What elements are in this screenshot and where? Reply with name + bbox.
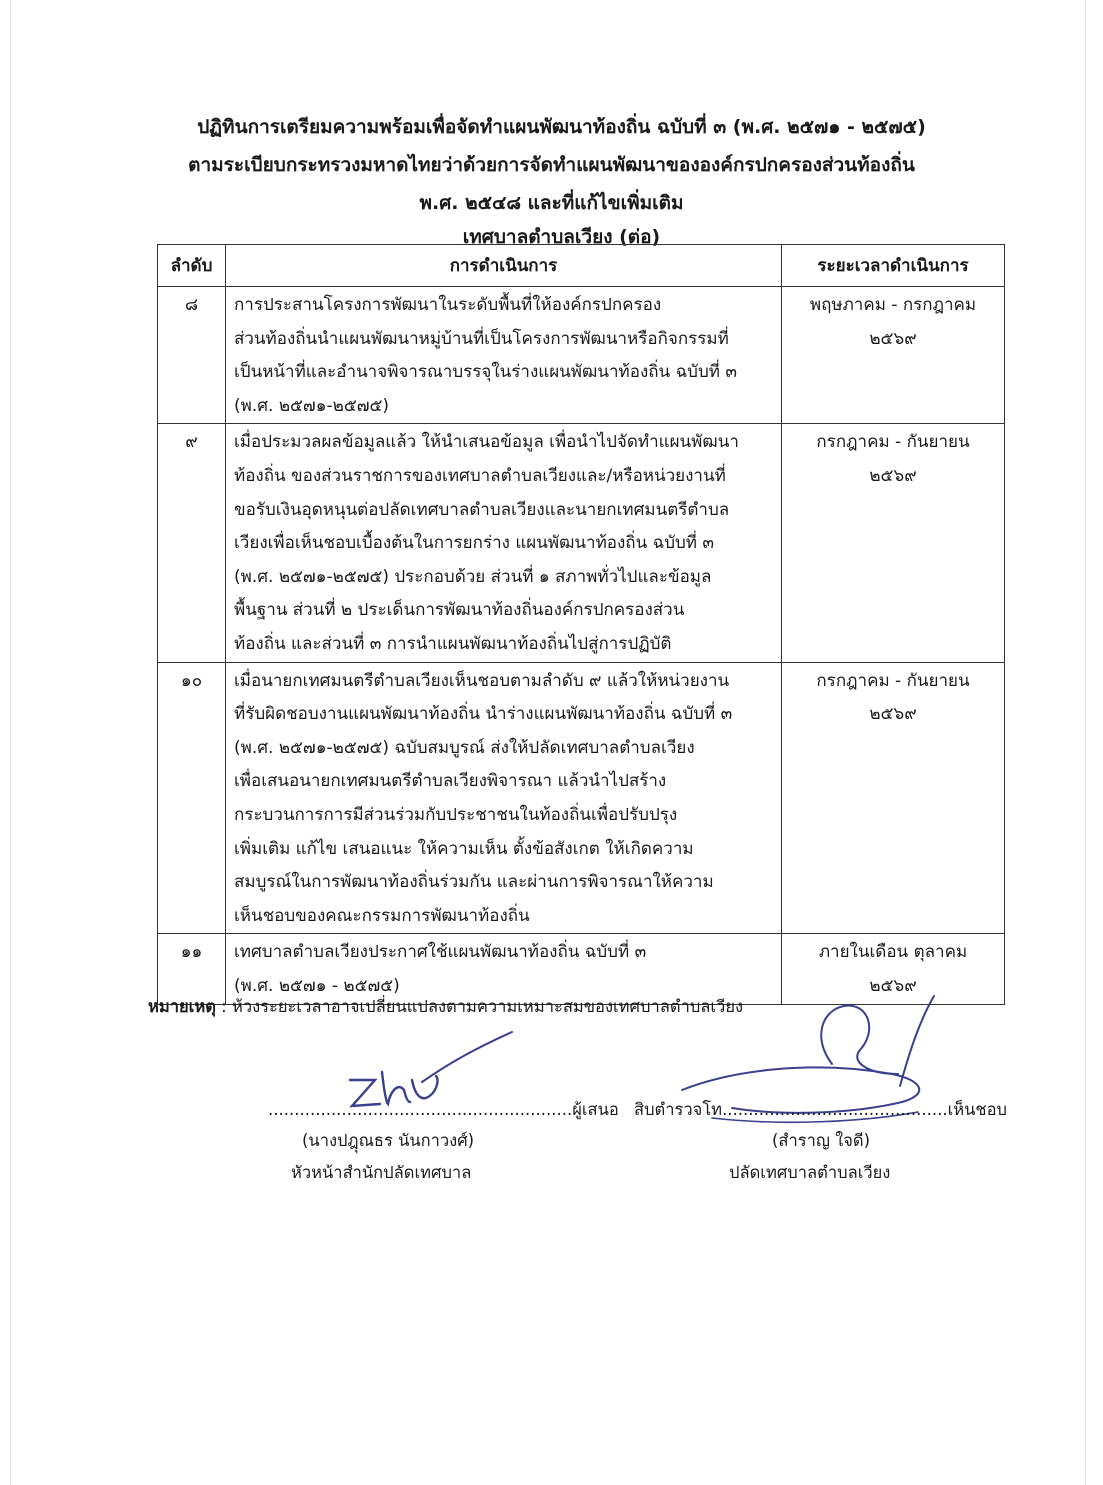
period-year: ๒๕๖๙	[869, 328, 917, 349]
title-line-1: ปฏิทินการเตรียมความพร้อมเพื่อจัดทำแผนพัฒนาท้องถิ่น ฉบับที่ ๓ (พ.ศ. ๒๕๗๑ - ๒๕๗๕)	[197, 116, 926, 138]
row-period	[782, 424, 1005, 662]
action-line: เทศบาลตำบลเวียงประกาศใช้แผนพัฒนาท้องถิ่น ฉบับที่ ๓	[234, 942, 647, 963]
approver-rank: สิบตำรวจโท	[634, 1100, 723, 1119]
period-year: ๒๕๖๙	[869, 704, 917, 725]
row-number: ๑๐	[158, 662, 226, 934]
header-period: ระยะเวลาดำเนินการ	[782, 245, 1005, 287]
period-year: ๒๕๖๙	[869, 975, 917, 996]
proposer-signature-line	[268, 1097, 619, 1123]
proposer-name: (นางปฎุณธร นันกาวงศ์)	[302, 1131, 475, 1150]
row-action	[226, 287, 782, 424]
action-line: (พ.ศ. ๒๕๗๑-๒๕๗๕)	[234, 395, 389, 416]
title-line-2: ตามระเบียบกระทรวงมหาดไทยว่าด้วยการจัดทำแผนพัฒนาขององค์กรปกครองส่วนท้องถิ่น	[188, 154, 915, 176]
period-months: กรกฎาคม - กันยายน	[816, 670, 970, 691]
action-line: ที่รับผิดชอบงานแผนพัฒนาท้องถิ่น นำร่างแผนพัฒนาท้องถิ่น ฉบับที่ ๓	[234, 704, 733, 725]
table-row	[158, 424, 1005, 662]
proposer-position: หัวหน้าสำนักปลัดเทศบาล	[291, 1163, 472, 1182]
approver-position: ปลัดเทศบาลตำบลเวียง	[729, 1163, 891, 1182]
period-months: กรกฎาคม - กันยายน	[816, 432, 970, 453]
document-title	[0, 108, 1103, 256]
action-line: เห็นชอบของคณะกรรมการพัฒนาท้องถิ่น	[234, 905, 530, 926]
row-action	[226, 424, 782, 662]
action-line: การประสานโครงการพัฒนาในระดับพื้นที่ให้องค์กรปกครอง	[234, 295, 662, 315]
action-line: เพื่อเสนอนายกเทศมนตรีตำบลเวียงพิจารณา แล้วนำไปสร้าง	[234, 771, 667, 792]
row-period	[782, 934, 1005, 1005]
row-number: ๑๑	[158, 934, 226, 1005]
action-line: ท้องถิ่น ของส่วนราชการของเทศบาลตำบลเวียงและ/หรือหน่วยงานที่	[234, 465, 726, 486]
header-action: การดำเนินการ	[226, 245, 782, 287]
action-line: ท้องถิ่น และส่วนที่ ๓ การนำแผนพัฒนาท้องถิ่นไปสู่การปฏิบัติ	[234, 633, 672, 654]
row-period	[782, 662, 1005, 934]
title-line-4: เทศบาลตำบลเวียง (ต่อ)	[462, 226, 661, 248]
action-line: เวียงเพื่อเห็นชอบเบื้องต้นในการยกร่าง แผนพัฒนาท้องถิ่น ฉบับที่ ๓	[234, 533, 715, 554]
row-number: ๘	[158, 287, 226, 424]
proposer-dots: ..........................................................	[268, 1100, 573, 1119]
approver-role: เห็นชอบ	[947, 1100, 1007, 1119]
table-row	[158, 662, 1005, 934]
period-months: ภายในเดือน ตุลาคม	[818, 942, 968, 963]
footnote	[148, 994, 743, 1020]
action-line: ส่วนท้องถิ่นนำแผนพัฒนาหมู่บ้านที่เป็นโครงการพัฒนาหรือกิจกรรมที่	[234, 328, 729, 349]
footnote-label: หมายเหตุ	[148, 997, 216, 1016]
action-line: กระบวนการการมีส่วนร่วมกับประชาชนในท้องถิ่นเพื่อปรับปรุง	[234, 804, 678, 825]
row-number: ๙	[158, 424, 226, 662]
period-months: พฤษภาคม - กรกฎาคม	[809, 295, 977, 315]
row-action	[226, 662, 782, 934]
action-line: พื้นฐาน ส่วนที่ ๒ ประเด็นการพัฒนาท้องถิ่นองค์กรปกครองส่วน	[234, 600, 685, 621]
action-line: ขอรับเงินอุดหนุนต่อปลัดเทศบาลตำบลเวียงและนายกเทศมนตรีตำบล	[234, 499, 730, 520]
row-period	[782, 287, 1005, 424]
action-line: (พ.ศ. ๒๕๗๑-๒๕๗๕) ประกอบด้วย ส่วนที่ ๑ สภาพทั่วไปและข้อมูล	[234, 566, 712, 587]
action-line: เป็นหน้าที่และอำนาจพิจารณาบรรจุในร่างแผนพัฒนาท้องถิ่น ฉบับที่ ๓	[234, 362, 737, 383]
action-line: เมื่อประมวลผลข้อมูลแล้ว ให้นำเสนอข้อมูล เพื่อนำไปจัดทำแผนพัฒนา	[234, 432, 739, 453]
period-year: ๒๕๖๙	[869, 465, 917, 486]
header-no: ลำดับ	[158, 245, 226, 287]
schedule-table	[157, 244, 1005, 1005]
action-line: เมื่อนายกเทศมนตรีตำบลเวียงเห็นชอบตามลำดับ ๙ แล้วให้หน่วยงาน	[234, 670, 730, 691]
table-header-row	[158, 245, 1005, 287]
action-line: สมบูรณ์ในการพัฒนาท้องถิ่นร่วมกัน และผ่านการพิจารณาให้ความ	[234, 872, 714, 893]
proposer-role: ผู้เสนอ	[572, 1100, 619, 1119]
approver-signature-line	[634, 1097, 1007, 1123]
table-row	[158, 287, 1005, 424]
title-line-3: พ.ศ. ๒๕๔๘ และที่แก้ไขเพิ่มเติม	[419, 192, 684, 214]
action-line: (พ.ศ. ๒๕๗๑-๒๕๗๕) ฉบับสมบูรณ์ ส่งให้ปลัดเทศบาลตำบลเวียง	[234, 737, 695, 758]
approver-dots: ...........................................	[722, 1100, 948, 1119]
action-line: (พ.ศ. ๒๕๗๑ - ๒๕๗๕)	[234, 975, 400, 996]
footnote-text: : ห้วงระยะเวลาอาจเปลี่ยนแปลงตามความเหมาะสมของเทศบาลตำบลเวียง	[215, 997, 744, 1016]
action-line: เพิ่มเติม แก้ไข เสนอแนะ ให้ความเห็น ตั้งข้อสังเกต ให้เกิดความ	[234, 838, 694, 859]
approver-name: (สำราญ ใจดี)	[772, 1131, 871, 1150]
